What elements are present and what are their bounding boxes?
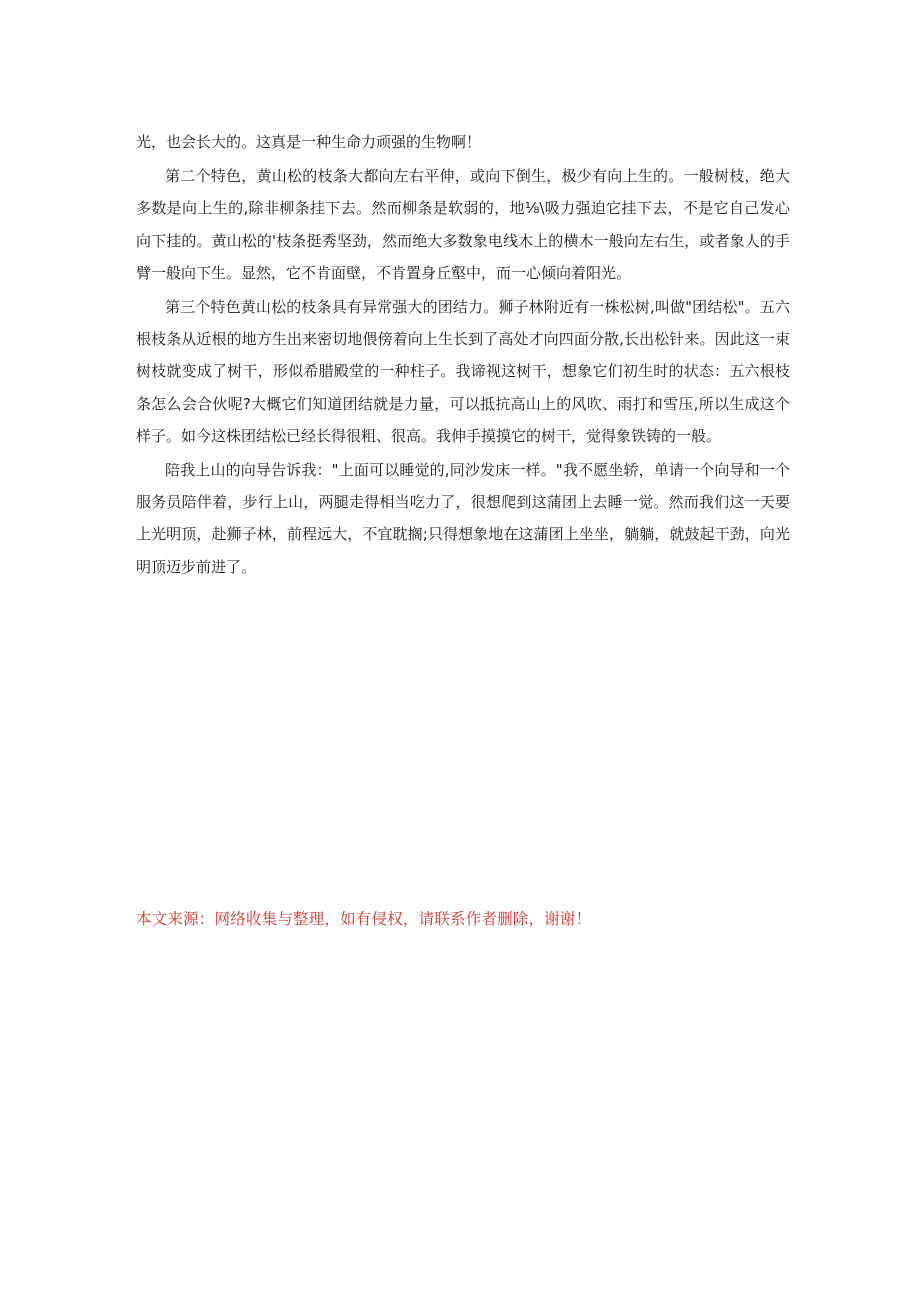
source-disclaimer: 本文来源：网络收集与整理，如有侵权，请联系作者删除，谢谢！ (136, 910, 592, 928)
article-body (136, 126, 790, 585)
paragraph-guide: 陪我上山的向导告诉我："上面可以睡觉的,同沙发床一样。"我不愿坐轿，单请一个向导和一个服务员陪伴着，步行上山，两腿走得相当吃力了，很想爬到这蒲团上去睡一觉。然而我们这一天要上光明顶，赴狮子林，前程远大，不宜耽搁;只得想象地在这蒲团上坐坐，躺躺，就鼓起干劲，向光明顶迈步前进了。 (136, 461, 790, 576)
paragraph-continuation: 光，也会长大的。这真是一种生命力顽强的生物啊！ (136, 133, 482, 151)
paragraph-third-feature: 第三个特色黄山松的枝条具有异常强大的团结力。狮子林附近有一株松树,叫做"团结松"。五六根枝条从近根的地方生出来密切地偎傍着向上生长到了高处才向四面分散,长出松针来。因此这一束树枝就变成了树干，形似希腊殿堂的一种柱子。我谛视这树干，想象它们初生时的状态：五六根枝条怎么会合伙呢?大概它们知道团结就是力量，可以抵抗高山上的风吹、雨打和雪压,所以生成这个样子。如今这株团结松已经长得很粗、很高。我伸手摸摸它的树干，觉得象铁铸的一般。 (136, 298, 790, 445)
paragraph-second-feature: 第二个特色，黄山松的枝条大都向左右平伸，或向下倒生，极少有向上生的。一般树枝，绝大多数是向上生的,除非柳条挂下去。然而柳条是软弱的，地⅛\吸力强迫它挂下去，不是它自己发心向下挂的。黄山松的'枝条挺秀坚劲，然而绝大多数象电线木上的横木一般向左右生，或者象人的手臂一般向下生。显然，它不肯面壁，不肯置身丘壑中，而一心倾向着阳光。 (136, 167, 790, 282)
